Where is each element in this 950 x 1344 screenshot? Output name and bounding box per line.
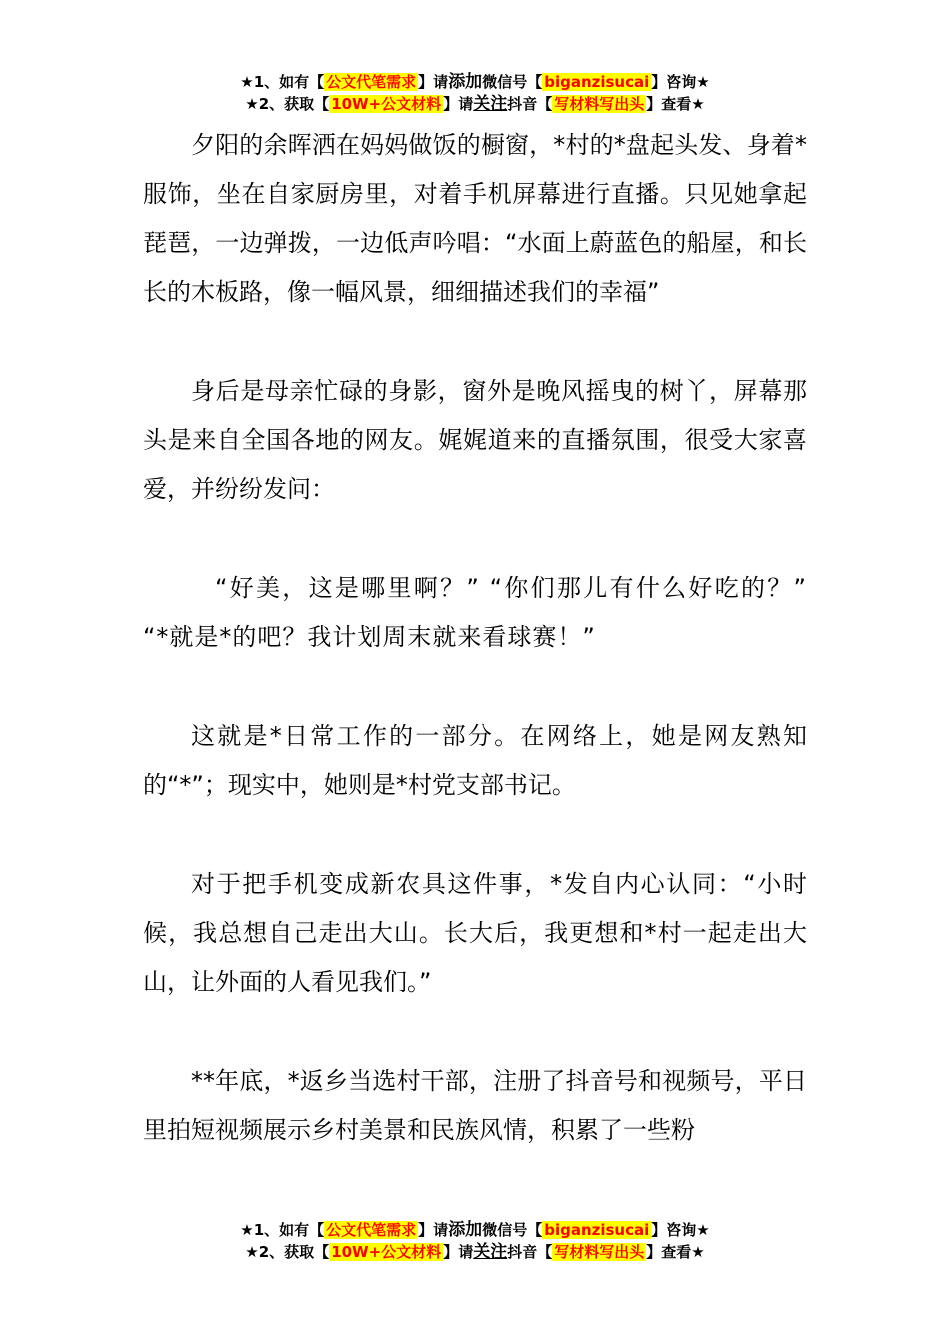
header-banner xyxy=(0,71,950,115)
banner-highlight: 公文代笔需求 xyxy=(326,1221,417,1239)
paragraph: 对于把手机变成新农具这件事，*发自内心认同：“小时候，我总想自己走出大山。长大后，我更想和*村一起走出大山，让外面的人看见我们。” xyxy=(143,870,807,996)
paragraph-quotes: “好美，这是哪里啊？” “你们那儿有什么好吃的？” “*就是*的吧？我计划周末就来看球赛！” xyxy=(143,574,807,651)
banner-text: 抖音【 xyxy=(507,1243,553,1261)
header-banner-line-1 xyxy=(0,71,950,93)
banner-text: ★2、获取【 xyxy=(245,95,330,113)
banner-highlight: 10W+公文材料 xyxy=(331,95,442,113)
banner-text: 】请 xyxy=(418,73,449,91)
banner-text: ★1、如有【 xyxy=(240,73,325,91)
paragraph: 夕阳的余晖洒在妈妈做饭的橱窗，*村的*盘起头发、身着*服饰，坐在自家厨房里，对着手机屏幕进行直播。只见她拿起琵琶，一边弹拨，一边低声吟唱：“水面上蔚蓝色的船屋，和长长的木板路，像一幅风景，细细描述我们的幸福” xyxy=(143,131,807,306)
footer-banner-line-1 xyxy=(0,1219,950,1241)
banner-emphasis: 添加 xyxy=(448,72,483,92)
article-body xyxy=(143,121,807,1155)
banner-text: 抖音【 xyxy=(507,95,553,113)
banner-text: 】请 xyxy=(443,1243,474,1261)
footer-banner-line-2 xyxy=(0,1241,950,1263)
banner-highlight: 公文代笔需求 xyxy=(326,73,417,91)
paragraph: **年底，*返乡当选村干部，注册了抖音号和视频号，平日里拍短视频展示乡村美景和民族风情，积累了一些粉 xyxy=(143,1067,807,1144)
banner-text: 】请 xyxy=(443,95,474,113)
banner-text: 】咨询★ xyxy=(651,73,710,91)
banner-wechat-id: biganzisucai xyxy=(544,73,650,91)
banner-text: 】查看★ xyxy=(646,1243,705,1261)
banner-text: ★2、获取【 xyxy=(245,1243,330,1261)
footer-banner xyxy=(0,1219,950,1263)
paragraph: 身后是母亲忙碌的身影，窗外是晚风摇曳的树丫，屏幕那头是来自全国各地的网友。娓娓道来的直播氛围，很受大家喜爱，并纷纷发问： xyxy=(143,377,807,503)
banner-text: 】咨询★ xyxy=(651,1221,710,1239)
banner-text: 微信号【 xyxy=(482,1221,543,1239)
banner-text: 微信号【 xyxy=(482,73,543,91)
banner-emphasis: 添加 xyxy=(448,1220,483,1240)
banner-douyin-id: 写材料写出头 xyxy=(554,1243,645,1261)
banner-highlight: 10W+公文材料 xyxy=(331,1243,442,1261)
paragraph: 这就是*日常工作的一部分。在网络上，她是网友熟知的“*”；现实中，她则是*村党支部书记。 xyxy=(143,722,807,799)
banner-text: 】请 xyxy=(418,1221,449,1239)
banner-text: 】查看★ xyxy=(646,95,705,113)
banner-emphasis: 关注 xyxy=(473,94,508,114)
banner-wechat-id: biganzisucai xyxy=(544,1221,650,1239)
banner-douyin-id: 写材料写出头 xyxy=(554,95,645,113)
banner-text: ★1、如有【 xyxy=(240,1221,325,1239)
header-banner-line-2 xyxy=(0,93,950,115)
banner-emphasis: 关注 xyxy=(473,1242,508,1262)
